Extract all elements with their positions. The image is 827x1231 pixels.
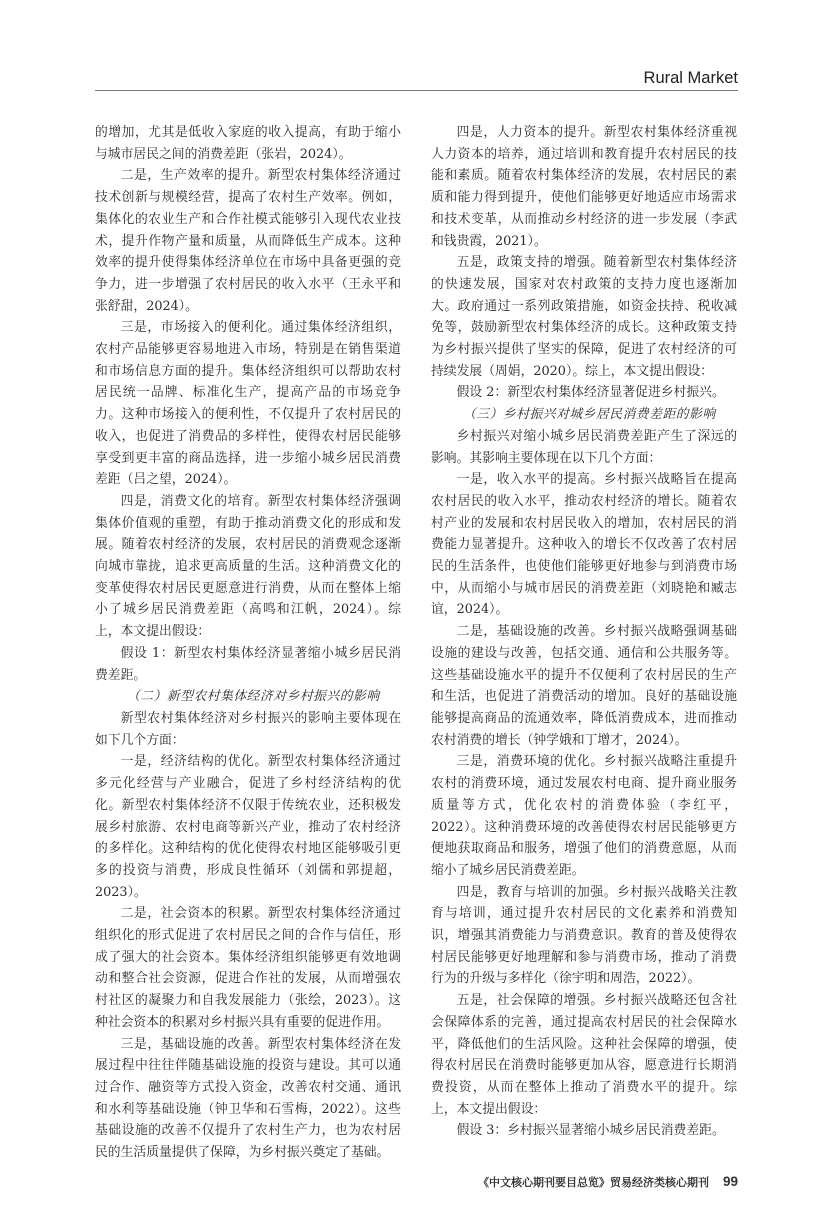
section-heading: （二）新型农村集体经济对乡村振兴的影响: [127, 689, 380, 705]
paragraph: 二是，生产效率的提升。新型农村集体经济通过技术创新与规模经营，提高了农村生产效率。例如，集体化的农业生产和合作社模式能够引入现代农业技术，提升作物产量和质量，从而降低生产成本。这种效率的提升使得集体经济单位在市场中具备更强的竞争力，进一步增强了农村居民的收入水平（王永平和张舒甜，2024）。: [95, 168, 401, 314]
paragraph: 乡村振兴对缩小城乡居民消费差距产生了深远的影响。其影响主要体现在以下几个方面：: [431, 428, 737, 466]
page-footer: [95, 1164, 738, 1231]
paragraph: 二是，社会资本的积累。新型农村集体经济通过组织化的形式促进了农村居民之间的合作与信任，形成了强大的社会资本。集体经济组织能够更有效地调动和整合社会资源，促进合作社的发展，从而增强农村社区的凝聚力和自我发展能力（张绘，2023）。这种社会资本的积累对乡村振兴具有重要的促进作用。: [95, 906, 401, 1030]
page-number: 99: [722, 1173, 738, 1189]
paragraph: 假设 1：新型农村集体经济显著缩小城乡居民消费差距。: [95, 645, 401, 683]
journal-note: 《中文核心期刊要目总览》贸易经济类核心期刊: [477, 1176, 709, 1189]
left-column: [95, 122, 401, 1164]
paragraph: 二是，基础设施的改善。乡村振兴战略强调基础设施的建设与改善，包括交通、通信和公共服务等。这些基础设施水平的提升不仅便利了农村居民的生产和生活，也促进了消费活动的增加。良好的基础设施能够提高商品的流通效率，降低消费成本，进而推动农村消费的增长（钟学娥和丁增才，2024）。: [431, 624, 737, 748]
paragraph: 假设 3：乡村振兴显著缩小城乡居民消费差距。: [456, 1123, 725, 1139]
paragraph: 四是，人力资本的提升。新型农村集体经济重视人力资本的培养，通过培训和教育提升农村居民的技能和素质。随着农村集体经济的发展，农村居民的素质和能力得到提升，使他们能够更好地适应市场需求和技术变革，从而推动乡村经济的进一步发展（李武和钱贵霞，2021）。: [431, 125, 737, 249]
paragraph: 假设 2：新型农村集体经济显著促进乡村振兴。: [456, 385, 725, 401]
paragraph: 三是，消费环境的优化。乡村振兴战略注重提升农村的消费环境，通过发展农村电商、提升商业服务质量等方式，优化农村的消费体验（李红平，2022）。这种消费环境的改善使得农村居民能够更方便地获取商品和服务，增强了他们的消费意愿，从而缩小了城乡居民消费差距。: [431, 754, 737, 878]
paragraph: 四是，消费文化的培育。新型农村集体经济强调集体价值观的重塑，有助于推动消费文化的形成和发展。随着农村经济的发展，农村居民的消费观念逐渐向城市靠拢，追求更高质量的生活。这种消费文化的变革使得农村居民更愿意进行消费，从而在整体上缩小了城乡居民消费差距（高鸣和江帆，2024）。综上，本文提出假设：: [95, 493, 401, 640]
paragraph: 一是，经济结构的优化。新型农村集体经济通过多元化经营与产业融合，促进了乡村经济结构的优化。新型农村集体经济不仅限于传统农业，还积极发展乡村旅游、农村电商等新兴产业，推动了农村经济的多样化。这种结构的优化使得农村地区能够吸引更多的投资与消费，形成良性循环（刘儒和郭提超，2023）。: [95, 754, 401, 900]
paragraph: 三是，基础设施的改善。新型农村集体经济在发展过程中往往伴随基础设施的投资与建设。其可以通过合作、融资等方式投入资金，改善农村交通、通讯和水利等基础设施（钟卫华和石雪梅，2022）。这些基础设施的改善不仅提升了农村生产力，也为农村居民的生活质量提供了保障，为乡村振兴奠定了基础。: [95, 1036, 401, 1161]
paragraph: 四是，教育与培训的加强。乡村振兴战略关注教育与培训，通过提升农村居民的文化素养和消费知识，增强其消费能力与消费意识。教育的普及使得农村居民能够更好地理解和参与消费市场，推动了消费行为的升级与多样化（徐宇明和周浩，2022）。: [431, 884, 737, 987]
header-rule: [95, 90, 738, 91]
running-title: Rural Market: [643, 69, 738, 87]
right-column: [431, 122, 737, 1142]
paragraph: 五是，社会保障的增强。乡村振兴战略还包含社会保障体系的完善，通过提高农村居民的社会保障水平，降低他们的生活风险。这种社会保障的增强，使得农村居民在消费时能够更加从容，愿意进行长期消费投资，从而在整体上推动了消费水平的提升。综上，本文提出假设：: [431, 993, 737, 1117]
paragraph: 五是，政策支持的增强。随着新型农村集体经济的快速发展，国家对农村政策的支持力度也逐渐加大。政府通过一系列政策措施，如资金扶持、税收减免等，鼓励新型农村集体经济的成长。这种政策支持为乡村振兴提供了坚实的保障，促进了农村经济的可持续发展（周娟，2020）。综上，本文提出假设：: [431, 255, 737, 379]
paragraph: 的增加，尤其是低收入家庭的收入提高，有助于缩小与城市居民之间的消费差距（张岩，2024）。: [95, 125, 401, 162]
paragraph: 新型农村集体经济对乡村振兴的影响主要体现在如下几个方面：: [95, 710, 401, 748]
paragraph: 一是，收入水平的提高。乡村振兴战略旨在提高农村居民的收入水平，推动农村经济的增长。随着农村产业的发展和农村居民收入的增加，农村居民的消费能力显著提升。这种收入的增长不仅改善了农村居民的生活条件，也使他们能够更好地参与到消费市场中，从而缩小与城市居民的消费差距（刘晓艳和臧志谊，2024）。: [431, 472, 737, 618]
paragraph: 三是，市场接入的便利化。通过集体经济组织，农村产品能够更容易地进入市场，特别是在销售渠道和市场信息方面的提升。集体经济组织可以帮助农村居民统一品牌、标准化生产，提高产品的市场竞争力。这种市场接入的便利性，不仅提升了农村居民的收入，也促进了消费品的多样性，使得农村居民能够享受到更丰富的商品选择，进一步缩小城乡居民消费差距（吕之望，2024）。: [95, 320, 401, 488]
page-header: [0, 0, 827, 122]
body-columns: [0, 122, 738, 1164]
section-heading: （三）乡村振兴对城乡居民消费差距的影响: [463, 407, 716, 423]
